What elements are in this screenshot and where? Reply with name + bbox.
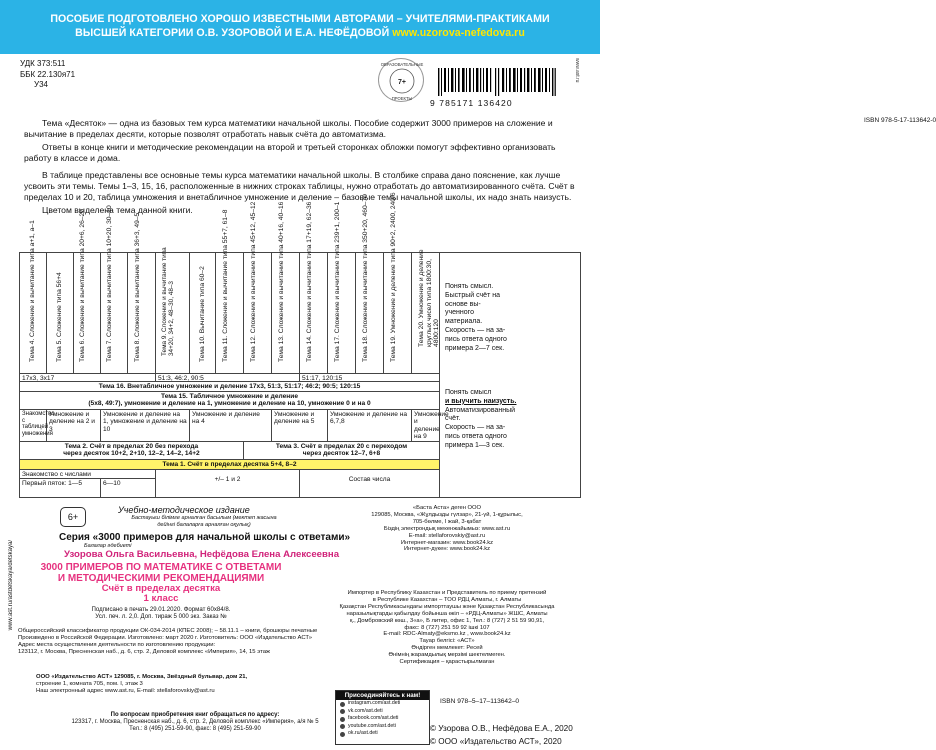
table-cell: Первый пяток: 1—5 [20,479,101,497]
topic-column [328,202,356,373]
bbk-code: ББК 22.130я71 [20,69,76,79]
topic-3-row [244,442,440,460]
topic-column-label: Тема 14. Сложение и вычитание типа 17+19, 62–36 [305,202,313,363]
note-line: Понять смысл. [445,283,494,290]
info-line: Импортер в Республику Казахстан и Представитель по приему претензий [347,590,547,596]
note-line: примера 1—3 сек. [445,441,505,449]
note-line-emphasis: и выучить наизусть. [445,397,517,405]
note-line: Понять смысл [445,389,492,396]
book-subtitle [36,584,286,604]
note-line: счёт. [445,415,461,423]
topic-column [412,249,440,373]
topic-column-label: Тема 4. Сложение и вычитание типа a+1, a–1 [29,220,36,363]
topic-column [156,246,190,373]
table-cell: Умножение и деление на 2 и 3 [47,410,101,442]
topic-16-row: Тема 16. Внетабличное умножение и деление 17х3, 51:3, 51:17; 46:2; 90:5; 120:15 [20,382,440,392]
facebook-icon [340,717,345,722]
social-link-label: ok.ru/ast.deti [348,730,378,737]
topic-column [20,220,47,373]
info-line: қ., Домбровский көш., 3«а», Б литер, офис 1, Тел.: 8 (727) 2 51 59 90,91, [349,617,545,624]
topic-column-label: Тема 8. Сложение и вычитание типа 36+3, 49–5 [133,213,141,363]
barcode-top [430,58,936,124]
udk-code: УДК 373:511 [20,59,66,68]
ok-icon [340,732,345,737]
table-cell: 51:3, 46:2, 90:5 [156,373,300,382]
info-line: E-mail: stellaforovskiy@ast.ru [408,532,486,539]
topic-2-title: Тема 2. Счёт в пределах 20 без перехода [64,443,199,450]
banner-line-2-text: ВЫСШЕЙ КАТЕГОРИИ О.В. УЗОРОВОЙ И Е.А. НЕФЁДОВОЙ [75,27,393,39]
table-cell: Умножение и деление на 1, умножение и деление на 10 [101,410,190,442]
topic-2-desc: через десяток 10+2, 2+10, 12–2, 14–2, 14+2 [63,450,200,458]
publisher-line: строение 1, комната 705, пом. I, этаж 3 [36,681,143,687]
kz-publisher-info [312,505,582,553]
topic-column-label: Тема 20. Умножение и деление круглых чисел типа 1800:30, 4800:120 [417,249,440,348]
isbn-top-label: ISBN 978-5-17-113642-0 [864,117,936,124]
topic-3-desc: через десяток 12–7, 6+8 [302,450,381,458]
isbn-bottom: ISBN 978–5–17–113642–0 [440,698,520,705]
banner-line-2 [0,27,600,40]
table-cell: +/– 1 и 2 [156,470,300,497]
table-cell: Состав числа [300,470,440,497]
social-link[interactable] [336,715,429,723]
copyright-authors: © Узорова О.В., Нефёдова Е.А., 2020 [430,724,573,733]
intro-paragraph-4: Цветом выделена тема данной книги. [42,205,193,216]
social-link-label: youtube.com/ast.deti [348,722,396,729]
intro-text [24,118,580,218]
legal-line: 123112, г. Москва, Пресненская наб., д. 6, стр. 2, Деловой комплекс «Империя», 14, 15 этаж [18,649,270,655]
topic-1-row-highlighted: Тема 1. Счёт в пределах десятка 5+4, 8–2 [20,460,440,470]
svg-text:ПРОЕКТЫ: ПРОЕКТЫ [391,96,413,101]
social-link-label: vk.com/ast.deti [348,707,383,714]
info-line: E-mail: RDC-Almaty@eksmo.kz , www.book24.kz [383,631,511,638]
topic-column [300,202,328,373]
note-bottom [445,389,579,451]
table-cell: 51:17, 120:15 [300,373,440,382]
publisher-logo [378,58,424,102]
table-cell: Умножение и деление на 6,7,8 [328,410,412,442]
print-info-line: Усл. печ. л. 2,0. Доп. тираж 5 000 экз. Заказ № [95,613,227,621]
note-line: материала. [445,318,483,326]
info-line: «Баста Аста» деген ООО [412,505,482,511]
authors: Узорова Ольга Васильевна, Нефёдова Елена Алексеевна [64,549,340,560]
note-line: Скорость — на за- [445,326,506,334]
series-title: Серия «3000 примеров для начальной школы с ответами» [59,532,351,543]
note-line: ученного [445,309,474,317]
topic-column-label: Тема 10. Вычитание типа 60–2 [198,266,206,363]
logo-graphic [379,59,425,103]
info-line: 129085, Москва, «Жұлдызды гүлзар», 21-үй, 1-құрылыс, [371,511,523,518]
topic-column [190,253,216,373]
publisher-line: ООО «Издательство АСТ» 129085, г. Москва, Звёздный бульвар, дом 21, [36,674,248,680]
book-subtitle-line-1: Счёт в пределах десятка [101,583,221,594]
info-line: Өнімнің жарамдылық мерзімі шектелмеген. [388,652,506,659]
topic-column-label: Тема 9. Сложение и вычитание типа 34+20, 34+2, 48–30, 48–3 [160,246,175,356]
topic-column-label: Тема 6. Сложение и вычитание типа 20+6, 26–20 [79,209,86,363]
info-line: в Республике Казахстан – ТОО РДЦ Алматы, г. Алматы [372,596,522,603]
logo-number: 7+ [398,79,406,86]
book-subtitle-line-2: 1 класс [143,593,179,604]
social-link-label: instagram.com/ast.deti [348,700,401,706]
topic-column [216,209,244,373]
intro-paragraph-2: Ответы в конце книги и методические рекомендации на второй и третьей сторонках обложки помогут эффективно организовать работу в классе и дома. [24,142,556,164]
info-line: Интернет-магазин: www.book24.kz [400,539,494,546]
author-code: У34 [34,80,48,89]
social-link[interactable] [336,708,429,716]
genre-sub-label: Бастауыш білімге арналған басылым (мектеп жасына дейінгі балаларға арналған оқулық) [131,515,277,528]
info-line: Тауар белгісі: «АСТ» [419,638,475,645]
topic-column [244,202,272,373]
kz-importer-info [312,590,582,666]
topic-column-label: Тема 18. Сложение и вычитание типа 350+20, 460–70 [361,194,369,363]
topic-column [272,202,300,373]
age-rating-badge: 6+ [60,507,86,527]
note-line: пись ответа одного [445,335,507,343]
topic-column [47,253,74,373]
note-top [445,283,579,353]
social-link[interactable] [336,723,429,731]
note-line: Скорость — на за- [445,424,506,432]
social-link-label: facebook.com/ast.deti [348,715,399,722]
info-line: Интернет-дүкен: www.book24.kz [403,546,491,553]
legal-line: Адрес места осуществления деятельности по изготовлению продукции: [18,642,216,648]
barcode-bars-top [438,68,556,96]
topic-3-title: Тема 3. Счёт в пределах 20 с переходом [275,443,408,450]
intro-paragraph-3: В таблице представлены все основные темы курса математики начальной школы. В столбике справа дано пояснение, как лучше усвоить эти темы. Темы 1–3, 15, 16, расположенные в нижних строках таблицы, нужно отработать до автоматизированного счёта. Счёт в пределах 10 и 20, таблица умножения и внетабличное умножение и деление – базовые темы начальной школы, их надо знать наизусть. [24,169,575,203]
vertical-site-left: www.ast.ru/astdetskaya/detskaya/ [8,540,14,631]
table-cell: Умножение и деление на 5 [272,410,328,442]
social-heading: Присоединяйтесь к нам! [336,691,429,700]
copyright-publisher: © ООО «Издательство АСТ», 2020 [430,737,562,746]
info-line: Сертификация – қарастырылмаған [399,659,495,666]
legal-info [18,628,318,656]
purchase-info [70,712,320,734]
topic-column-label: Тема 11. Сложение и вычитание типа 55+7, 61–8 [221,209,229,363]
banner-site-link[interactable]: www.uzorova-nefedova.ru [392,27,525,39]
topic-15-row [20,392,440,410]
topic-column [384,192,412,373]
social-link[interactable] [336,700,429,708]
table-cell: Умножение и деление на 9 [414,411,449,441]
topic-column [101,205,128,373]
info-line: факс: 8 (727) 251 59 92 ішкі 107 [404,624,490,631]
top-banner [0,0,600,54]
table-cell: Знакомство с таблицей умножения [20,410,47,442]
vertical-site-label: www.ast.ru [574,58,580,83]
info-line: Біздің электрондық мекенжайымыз: www.ast.ru [383,525,511,532]
instagram-icon [340,702,345,707]
table-cell: 6—10 [101,479,156,497]
publisher-info [36,674,316,695]
isbn-top-digits: 9 785171 136420 [430,98,513,108]
info-line: Қазақстан Республикасындағы импорттаушы және Қазақстан Республикасында [339,603,555,610]
note-line: основе вы- [445,300,481,308]
topic-column-label: Тема 12. Сложение и вычитание типа 45+12, 45–12 [249,202,257,363]
note-line: Быстрый счёт на [445,291,500,299]
purchase-line: Тел.: 8 (495) 251-59-90, факс: 8 (495) 251-59-90 [129,726,261,733]
genre-label: Учебно-методическое издание [118,505,250,515]
topic-column-label: Тема 7. Сложение и вычитание типа 10+20, 30–10 [106,205,113,363]
social-links-box [335,690,430,745]
youtube-icon [340,724,345,729]
topic-column-label: Тема 13. Сложение и вычитание типа 40+16, 40–16 [277,202,285,363]
table-cell: Умножение и деление на 4 [190,410,272,442]
series-sub-label: Балалар әдебиеті [84,543,132,549]
note-line: примера 2—7 сек. [445,344,505,352]
topic-column-label: Тема 19. Умножение и деление типа 90+2, 2400, 240:6 [389,192,397,363]
topic-column [74,209,101,373]
print-info-line: Подписано в печать 29.01.2020. Формат 60х84/8. [91,606,231,613]
topic-column-label: Тема 17. Сложение и вычитание типа 239+1, 200–1 [333,202,341,363]
vk-icon [340,709,345,714]
topic-15-title: Тема 15. Табличное умножение и деление [161,393,298,400]
topic-column [356,194,384,373]
table-cell: Знакомство с числами [20,470,156,479]
purchase-title: По вопросам приобретения книг обращаться по адресу: [110,712,280,718]
print-info [36,606,286,620]
topic-2-row [20,442,244,460]
purchase-line: 123317, г. Москва, Пресненская наб., д. 6, стр. 2, Деловой комплекс «Империя», а/я № 5 [71,719,319,726]
table-cell: 17х3, 3х17 [20,373,156,382]
note-line: Автоматизированный [445,406,516,414]
catalog-codes [20,59,75,91]
legal-line: Произведено в Российской Федерации. Изготовлено: март 2020 г. Изготовитель: ООО «Издательство АСТ» [18,635,313,641]
info-line: 705-бөлме, I жай, 3-қабат [412,518,482,525]
topic-column-label: Тема 5. Сложение типа 56+4 [56,272,63,363]
social-link[interactable] [336,730,429,738]
note-line: пись ответа одного [445,432,507,440]
publisher-line: Наш электронный адрес www.ast.ru, E-mail: stellaforovskiy@ast.ru [36,688,215,694]
banner-line-1: ПОСОБИЕ ПОДГОТОВЛЕНО ХОРОШО ИЗВЕСТНЫМИ АВТОРАМИ – УЧИТЕЛЯМИ-ПРАКТИКАМИ [50,13,550,25]
topic-column [128,213,156,373]
intro-paragraph-1: Тема «Десяток» — одна из базовых тем курса математики начальной школы. Пособие содержит 3000 примеров на сложение и вычитание в пределах десяти, которые позволят отработать навык счёта до автоматизма. [24,118,553,140]
info-line: наразылықтарды қабылдау бойынша өкіл – «РДЦ-Алматы» ЖШС, Алматы [346,610,548,617]
topic-15-desc: (5х8, 49:7), умножение и деление на 1, умножение и деление на 10, умножение 0 и на 0 [88,400,371,408]
svg-text:ОБРАЗОВАТЕЛЬНЫЕ: ОБРАЗОВАТЕЛЬНЫЕ [380,62,424,67]
info-line: Өндірген мемлекет: Ресей [411,645,483,652]
book-title: 3000 ПРИМЕРОВ ПО МАТЕМАТИКЕ С ОТВЕТАМИ И МЕТОДИЧЕСКИМИ РЕКОМЕНДАЦИЯМИ [40,562,282,584]
legal-line: Общероссийский классификатор продукции ОК-034-2014 (КПЕС 2008); – 58.11.1 – книги, брошюры печатные [18,628,318,634]
